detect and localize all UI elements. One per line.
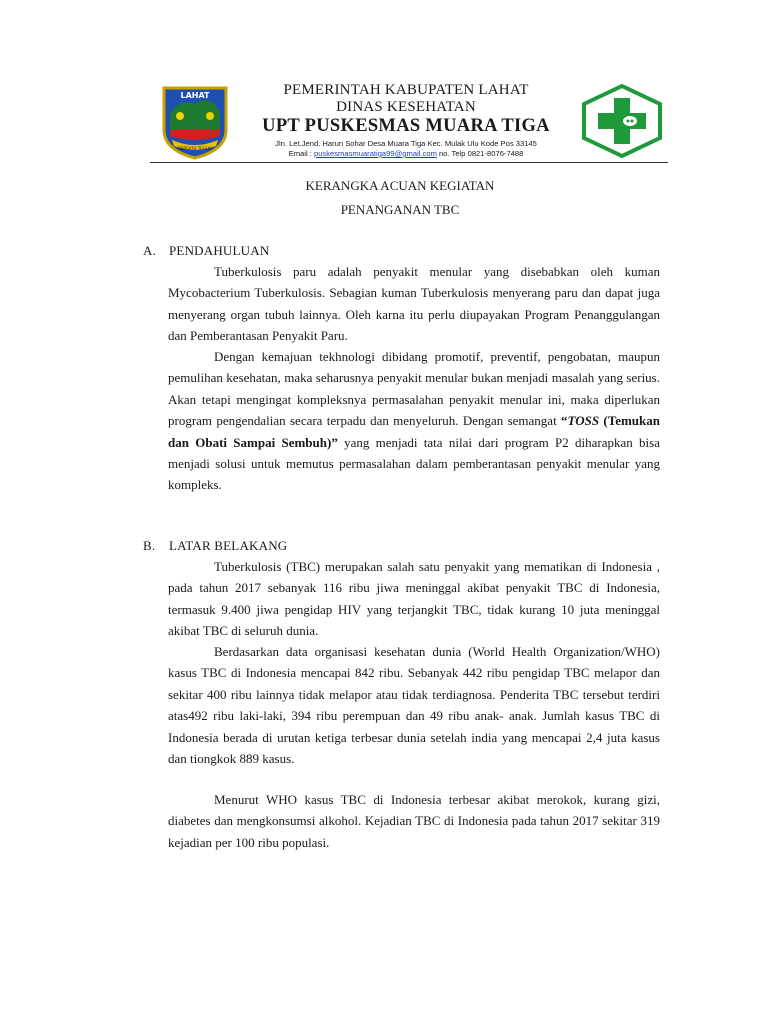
phone: no. Telp 0821-8076-7488 (436, 149, 524, 158)
section-b-paragraph-1: Tuberkulosis (TBC) merupakan salah satu penyakit yang mematikan di Indonesia , pada tahun 2017 sebanyak 116 ribu jiwa meninggal akibat penyakit TBC di Indonesia, termasuk 9.400 jiwa pengidap HIV yang terjangkit TBC, tidak kurang 10 juta meninggal akibat TBC di seluruh dunia. (168, 559, 660, 639)
address: Jln. Let.Jend. Harun Sohar Desa Muara Tiga Kec. Mulak Ulu Kode Pos 33145 (275, 139, 537, 148)
svg-text:LAHAT: LAHAT (180, 91, 210, 100)
document-subtitle: PENANGANAN TBC (340, 202, 460, 217)
institution-name: UPT PUSKESMAS MUARA TIGA (262, 116, 550, 136)
section-b-heading (143, 538, 287, 554)
section-b-title: LATAR BELAKANG (169, 538, 288, 553)
svg-text:BERSATU TEGUH: BERSATU TEGUH (178, 146, 212, 151)
section-a-p2-text: Dengan kemajuan tekhnologi dibidang promotif, preventif, pengobatan, maupun pemulihan kesehatan, maka seharusnya penyakit menular bukan menjadi masalah yang serius. Akan tetapi mengingat kompleksnya permasalahan penyakit menular ini, maka diperlukan program pengendalian secara terpadu dan menyeluruh. Dengan semangat (168, 349, 660, 429)
email-link[interactable]: puskesmasmuaratiga99@gmail.com (313, 149, 437, 158)
department-name: DINAS KESEHATAN (336, 99, 476, 115)
letterhead-text (246, 82, 566, 159)
document-title: KERANGKA ACUAN KEGIATAN (305, 178, 495, 193)
toss-expansion: (Temukan dan Obati Sampai Sembuh)” (168, 413, 660, 450)
section-a-number: A. (143, 243, 157, 258)
toss-acronym: TOSS (567, 413, 600, 429)
government-name: PEMERINTAH KABUPATEN LAHAT (283, 82, 529, 98)
email-label: Email : (288, 149, 314, 158)
puskesmas-green-cross-icon (580, 84, 664, 158)
section-a-paragraph-1: Tuberkulosis paru adalah penyakit menular yang disebabkan oleh kuman Mycobacterium Tuberkulosis. Sebagian kuman Tuberkulosis menyerang paru dan dapat juga menyerang organ tubuh lainnya. Oleh karna itu perlu diupayakan Program Penanggulangan dan Pemberantasan Penyakit Paru. (168, 264, 660, 344)
section-b-paragraph-3: Menurut WHO kasus TBC di Indonesia terbesar akibat merokok, kurang gizi, diabetes dan mengkonsumsi alkohol. Kejadian TBC di Indonesia pada tahun 2017 sekitar 319 kejadian per 100 ribu populasi. (168, 792, 660, 850)
section-a-heading (143, 243, 269, 259)
section-b-number: B. (143, 538, 156, 553)
section-a-p2-end: yang menjadi tata nilai dari program P2 diharapkan bisa menjadi solusi untuk memutus permasalahan dalam pemberantasan penyakit menular yang kompleks. (168, 434, 661, 493)
letterhead (150, 78, 668, 163)
lahat-regency-emblem-icon (160, 84, 230, 160)
section-a-title: PENDAHULUAN (169, 243, 270, 258)
section-a-paragraph-2 (168, 346, 660, 496)
contact-line (246, 149, 566, 159)
section-b-paragraph-2: Berdasarkan data organisasi kesehatan dunia (World Health Organization/WHO) kasus TBC di Indonesia mencapai 842 ribu. Sebanyak 442 ribu pengidap TBC melapor dan sekitar 400 ribu lainnya tidak melapor atau tidak terdiagnosa. Penderita TBC tersebut terdiri atas492 ribu laki-laki, 394 ribu perempuan dan 49 ribu anak- anak. Jumlah kasus TBC di Indonesia berada di urutan ketiga terbesar dunia setelah india yang mencapai 2,4 juta kasus dan tiongkok 889 kasus. (168, 644, 660, 767)
toss-open-quote: “ (561, 413, 568, 429)
